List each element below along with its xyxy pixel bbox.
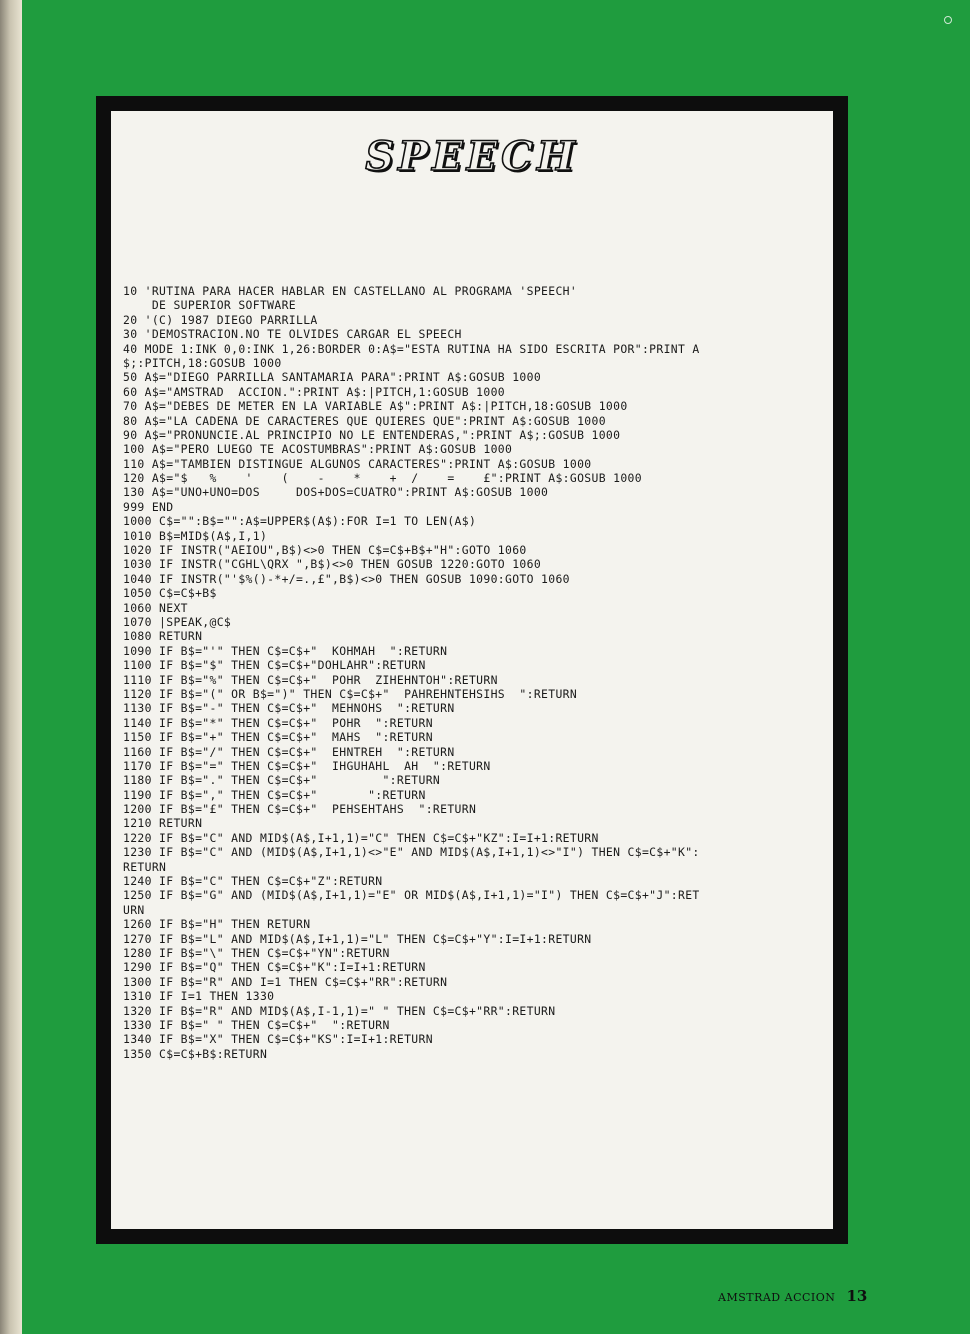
code-line: 1310 IF I=1 THEN 1330 bbox=[123, 989, 275, 1004]
code-line: 50 A$="DIEGO PARRILLA SANTAMARIA PARA":PRINT A$:GOSUB 1000 bbox=[123, 370, 542, 385]
code-line: 999 END bbox=[123, 499, 174, 514]
code-line: 1200 IF B$="£" THEN C$=C$+" PEHSEHTAHS ":RETURN bbox=[123, 802, 477, 817]
code-line: 1070 |SPEAK,@C$ bbox=[123, 614, 232, 629]
code-line: 10 'RUTINA PARA HACER HABLAR EN CASTELLANO AL PROGRAMA 'SPEECH' bbox=[123, 284, 578, 298]
code-line: 1090 IF B$="'" THEN C$=C$+" KOHMAH ":RETURN bbox=[123, 643, 448, 658]
code-line: 20 '(C) 1987 DIEGO PARRILLA bbox=[123, 312, 318, 327]
code-line: 1230 IF B$="C" AND (MID$(A$,I+1,1)<>"E" AND MID$(A$,I+1,1)<>"I") THEN C$=C$+"K": bbox=[123, 845, 700, 860]
code-line: 1170 IF B$="=" THEN C$=C$+" IHGUHAHL AH ":RETURN bbox=[123, 758, 491, 773]
code-line: 110 A$="TAMBIEN DISTINGUE ALGUNOS CARACTERES":PRINT A$:GOSUB 1000 bbox=[123, 456, 592, 471]
code-line: 1300 IF B$="R" AND I=1 THEN C$=C$+"RR":RETURN bbox=[123, 974, 448, 989]
code-line: 1250 IF B$="G" AND (MID$(A$,I+1,1)="E" OR MID$(A$,I+1,1)="I") THEN C$=C$+"J":RET bbox=[123, 888, 700, 903]
code-line: 1260 IF B$="H" THEN RETURN bbox=[123, 917, 311, 932]
code-line: RETURN bbox=[123, 859, 167, 874]
code-line: 80 A$="LA CADENA DE CARACTERES QUE QUIERES QUE":PRINT A$:GOSUB 1000 bbox=[123, 413, 606, 428]
code-line: 1020 IF INSTR("AEIOU",B$)<>0 THEN C$=C$+B$+"H":GOTO 1060 bbox=[123, 543, 527, 558]
code-line: $;:PITCH,18:GOSUB 1000 bbox=[123, 355, 282, 370]
code-line: 1240 IF B$="C" THEN C$=C$+"Z":RETURN bbox=[123, 874, 383, 889]
code-line: 1040 IF INSTR("'$%()-*+/=.,£",B$)<>0 THEN GOSUB 1090:GOTO 1060 bbox=[123, 571, 570, 586]
code-line: 1280 IF B$="\" THEN C$=C$+"YN":RETURN bbox=[123, 945, 390, 960]
magazine-name: AMSTRAD ACCION bbox=[718, 1291, 836, 1304]
code-line: 1320 IF B$="R" AND MID$(A$,I-1,1)=" " THEN C$=C$+"RR":RETURN bbox=[123, 1003, 556, 1018]
code-line: 1150 IF B$="+" THEN C$=C$+" MAHS ":RETURN bbox=[123, 730, 433, 745]
punch-hole-icon bbox=[944, 16, 952, 24]
code-line: 130 A$="UNO+UNO=DOS DOS+DOS=CUATRO":PRINT A$:GOSUB 1000 bbox=[123, 485, 549, 500]
basic-listing bbox=[123, 284, 829, 1061]
code-line: 40 MODE 1:INK 0,0:INK 1,26:BORDER 0:A$="ESTA RUTINA HA SIDO ESCRITA POR":PRINT A bbox=[123, 341, 700, 356]
code-line: 1290 IF B$="Q" THEN C$=C$+"K":I=I+1:RETURN bbox=[123, 960, 426, 975]
listing-panel bbox=[111, 111, 833, 1229]
code-line: 1160 IF B$="/" THEN C$=C$+" EHNTREH ":RETURN bbox=[123, 744, 455, 759]
code-line: 1050 C$=C$+B$ bbox=[123, 586, 217, 601]
code-line: 1330 IF B$=" " THEN C$=C$+" ":RETURN bbox=[123, 1017, 390, 1032]
code-line: 1210 RETURN bbox=[123, 816, 203, 831]
code-line: 100 A$="PERO LUEGO TE ACOSTUMBRAS":PRINT A$:GOSUB 1000 bbox=[123, 442, 513, 457]
code-line: 1030 IF INSTR("CGHL\QRX ",B$)<>0 THEN GOSUB 1220:GOTO 1060 bbox=[123, 557, 542, 572]
code-line: 60 A$="AMSTRAD ACCION.":PRINT A$:|PITCH,1:GOSUB 1000 bbox=[123, 384, 506, 399]
code-line: 1350 C$=C$+B$:RETURN bbox=[123, 1046, 268, 1061]
code-line: 1190 IF B$="," THEN C$=C$+" ":RETURN bbox=[123, 787, 426, 802]
code-line: 1220 IF B$="C" AND MID$(A$,I+1,1)="C" THEN C$=C$+"KZ":I=I+1:RETURN bbox=[123, 830, 599, 845]
code-line: 1010 B$=MID$(A$,I,1) bbox=[123, 528, 268, 543]
code-line: 120 A$="$ % ' ( - * + / = £":PRINT A$:GOSUB 1000 bbox=[123, 471, 642, 486]
code-line: 70 A$="DEBES DE METER EN LA VARIABLE A$":PRINT A$:|PITCH,18:GOSUB 1000 bbox=[123, 399, 628, 414]
page-binding bbox=[0, 0, 22, 1334]
code-line: 1110 IF B$="%" THEN C$=C$+" POHR ZIHEHNTOH":RETURN bbox=[123, 672, 498, 687]
code-line: 1270 IF B$="L" AND MID$(A$,I+1,1)="L" THEN C$=C$+"Y":I=I+1:RETURN bbox=[123, 931, 592, 946]
page-title: SPEECH bbox=[365, 133, 579, 180]
code-line: 1130 IF B$="-" THEN C$=C$+" MEHNOHS ":RETURN bbox=[123, 701, 455, 716]
code-line: 1100 IF B$="$" THEN C$=C$+"DOHLAHR":RETURN bbox=[123, 658, 426, 673]
code-line: 1340 IF B$="X" THEN C$=C$+"KS":I=I+1:RETURN bbox=[123, 1032, 433, 1047]
code-line: 30 'DEMOSTRACION.NO TE OLVIDES CARGAR EL SPEECH bbox=[123, 327, 462, 342]
code-line: DE SUPERIOR SOFTWARE bbox=[123, 298, 296, 313]
code-line: 1060 NEXT bbox=[123, 600, 188, 615]
code-line: 1140 IF B$="*" THEN C$=C$+" POHR ":RETURN bbox=[123, 715, 433, 730]
code-line: 1120 IF B$="(" OR B$=")" THEN C$=C$+" PAHREHNTEHSIHS ":RETURN bbox=[123, 686, 578, 701]
code-line: URN bbox=[123, 902, 145, 917]
code-line: 90 A$="PRONUNCIE.AL PRINCIPIO NO LE ENTENDERAS,":PRINT A$;:GOSUB 1000 bbox=[123, 427, 621, 442]
code-line: 1180 IF B$="." THEN C$=C$+" ":RETURN bbox=[123, 773, 441, 788]
page-number: 13 bbox=[846, 1287, 868, 1305]
page-footer bbox=[718, 1286, 867, 1305]
code-line: 1080 RETURN bbox=[123, 629, 203, 644]
code-line: 1000 C$="":B$="":A$=UPPER$(A$):FOR I=1 TO LEN(A$) bbox=[123, 514, 477, 529]
